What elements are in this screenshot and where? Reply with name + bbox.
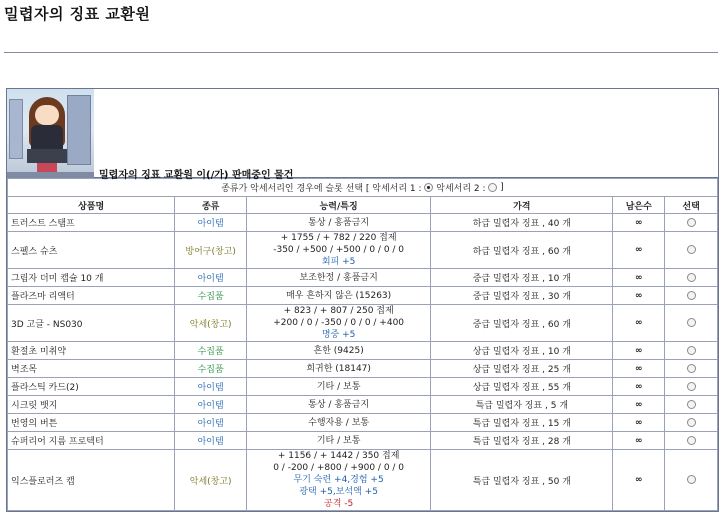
slot-notice-close: ]	[500, 182, 504, 193]
table-row	[8, 232, 718, 269]
col-header-name: 상품명	[8, 197, 175, 214]
item-features	[247, 450, 431, 511]
table-row	[8, 378, 718, 396]
table-row	[8, 450, 718, 511]
item-type: 수집품	[175, 360, 247, 378]
feature-line: 명중 +5	[321, 330, 356, 340]
col-header-stock: 남은수	[613, 197, 665, 214]
table-row	[8, 269, 718, 287]
item-features	[247, 378, 431, 396]
feature-line: 0 / -200 / +800 / +900 / 0 / 0	[273, 463, 405, 473]
item-features	[247, 269, 431, 287]
accessory-2-radio[interactable]	[488, 183, 497, 192]
item-type: 아이템	[175, 269, 247, 287]
item-stock: ∞	[613, 414, 665, 432]
feature-line: 무기 숙련 +4,경험 +5	[293, 475, 384, 485]
page-title: 밀렵자의 징표 교환원	[4, 5, 151, 23]
item-features	[247, 432, 431, 450]
accessory-1-radio[interactable]	[424, 183, 433, 192]
feature-line: -350 / +500 / +500 / 0 / 0 / 0	[273, 245, 405, 255]
item-select[interactable]	[665, 378, 718, 396]
item-select[interactable]	[665, 360, 718, 378]
item-type: 아이템	[175, 214, 247, 232]
item-select[interactable]	[665, 396, 718, 414]
item-type: 아이템	[175, 396, 247, 414]
item-type: 악세(창고)	[175, 450, 247, 511]
item-select[interactable]	[665, 232, 718, 269]
feature-line: 매우 흔하지 않은 (15263)	[286, 290, 392, 301]
table-row	[8, 396, 718, 414]
col-header-type: 종류	[175, 197, 247, 214]
item-price: 특급 밀렵자 징표 , 15 개	[431, 414, 613, 432]
feature-line: 수행자용 / 보통	[308, 417, 370, 428]
select-radio[interactable]	[687, 245, 696, 254]
table-row	[8, 305, 718, 342]
item-stock: ∞	[613, 305, 665, 342]
item-features	[247, 396, 431, 414]
feature-line: 통상 / 홍품금지	[308, 399, 370, 410]
item-select[interactable]	[665, 269, 718, 287]
item-price: 특급 밀렵자 징표 , 5 개	[431, 396, 613, 414]
item-select[interactable]	[665, 342, 718, 360]
item-table	[7, 178, 718, 511]
select-radio[interactable]	[687, 475, 696, 484]
item-price: 중급 밀렵자 징표 , 30 개	[431, 287, 613, 305]
select-radio[interactable]	[687, 346, 696, 355]
item-price: 특급 밀렵자 징표 , 50 개	[431, 450, 613, 511]
item-stock: ∞	[613, 214, 665, 232]
item-name: 익스플로러즈 캡	[8, 450, 175, 511]
shop-caption: 밀렵자의 징표 교환원 이(/가) 판매중인 물건	[99, 170, 294, 181]
select-radio[interactable]	[687, 436, 696, 445]
feature-line: 희귀한 (18147)	[306, 363, 371, 374]
table-row	[8, 414, 718, 432]
item-select[interactable]	[665, 287, 718, 305]
slot-notice-row	[8, 179, 718, 197]
item-stock: ∞	[613, 269, 665, 287]
item-select[interactable]	[665, 450, 718, 511]
table-row	[8, 432, 718, 450]
col-header-price: 가격	[431, 197, 613, 214]
item-select[interactable]	[665, 214, 718, 232]
table-row	[8, 287, 718, 305]
col-header-select: 선택	[665, 197, 718, 214]
feature-line: 흔한 (9425)	[313, 345, 364, 356]
item-stock: ∞	[613, 450, 665, 511]
item-type: 아이템	[175, 378, 247, 396]
feature-line: 보조한정 / 홍품금지	[299, 272, 378, 283]
select-radio[interactable]	[687, 291, 696, 300]
item-name: 3D 고글 - NS030	[8, 305, 175, 342]
item-features	[247, 287, 431, 305]
shop-panel	[6, 88, 719, 512]
item-features	[247, 342, 431, 360]
feature-line: 공격 -5	[324, 499, 354, 509]
select-radio[interactable]	[687, 218, 696, 227]
item-name: 환절초 미취약	[8, 342, 175, 360]
feature-line: 기타 / 보통	[316, 435, 361, 446]
select-radio[interactable]	[687, 382, 696, 391]
select-radio[interactable]	[687, 364, 696, 373]
item-stock: ∞	[613, 378, 665, 396]
item-name: 그림자 더미 캡슐 10 개	[8, 269, 175, 287]
item-name: 플라즈마 리액터	[8, 287, 175, 305]
item-features	[247, 305, 431, 342]
title-divider	[4, 52, 718, 53]
npc-banner	[7, 89, 718, 181]
feature-line: 기타 / 보통	[316, 381, 361, 392]
item-type: 아이템	[175, 432, 247, 450]
item-type: 방어구(창고)	[175, 232, 247, 269]
feature-line: 회피 +5	[321, 257, 356, 267]
item-type: 아이템	[175, 414, 247, 432]
npc-portrait	[7, 89, 94, 178]
table-row	[8, 360, 718, 378]
feature-line: +200 / 0 / -350 / 0 / 0 / +400	[273, 318, 405, 328]
feature-line: 광택 +5,보석액 +5	[299, 487, 378, 497]
item-price: 하급 밀렵자 징표 , 60 개	[431, 232, 613, 269]
slot-notice-text: 종류가 악세서리인 경우에 슬롯 선택 [ 악세서리 1 :	[221, 184, 422, 194]
item-name: 슈퍼리어 지름 프로텍터	[8, 432, 175, 450]
table-header	[8, 197, 718, 214]
item-price: 특급 밀렵자 징표 , 28 개	[431, 432, 613, 450]
accessory-2-label: 악세서리 2 :	[436, 184, 486, 194]
item-stock: ∞	[613, 287, 665, 305]
item-name: 플라스틱 카드(2)	[8, 378, 175, 396]
table-row	[8, 214, 718, 232]
select-radio[interactable]	[687, 400, 696, 409]
item-name: 벽조목	[8, 360, 175, 378]
item-name: 번영의 버튼	[8, 414, 175, 432]
item-features	[247, 214, 431, 232]
item-price: 상급 밀렵자 징표 , 10 개	[431, 342, 613, 360]
col-header-features: 능력/특징	[247, 197, 431, 214]
item-stock: ∞	[613, 432, 665, 450]
item-select[interactable]	[665, 432, 718, 450]
select-radio[interactable]	[687, 273, 696, 282]
item-features	[247, 414, 431, 432]
select-radio[interactable]	[687, 418, 696, 427]
table-row	[8, 342, 718, 360]
item-stock: ∞	[613, 232, 665, 269]
item-stock: ∞	[613, 360, 665, 378]
item-features	[247, 360, 431, 378]
item-price: 중급 밀렵자 징표 , 60 개	[431, 305, 613, 342]
feature-line: + 1755 / + 782 / 220 접제	[280, 233, 397, 243]
item-price: 하급 밀렵자 징표 , 40 개	[431, 214, 613, 232]
item-name: 스펠스 슈츠	[8, 232, 175, 269]
item-features	[247, 232, 431, 269]
select-radio[interactable]	[687, 318, 696, 327]
item-name: 트러스트 스탬프	[8, 214, 175, 232]
item-stock: ∞	[613, 342, 665, 360]
feature-line: + 1156 / + 1442 / 350 접제	[277, 451, 400, 461]
item-stock: ∞	[613, 396, 665, 414]
item-price: 중급 밀렵자 징표 , 10 개	[431, 269, 613, 287]
item-price: 상급 밀렵자 징표 , 25 개	[431, 360, 613, 378]
item-price: 상급 밀렵자 징표 , 55 개	[431, 378, 613, 396]
item-type: 악세(창고)	[175, 305, 247, 342]
feature-line: 통상 / 홍품금지	[308, 217, 370, 228]
item-select[interactable]	[665, 414, 718, 432]
item-type: 수집품	[175, 287, 247, 305]
item-select[interactable]	[665, 305, 718, 342]
feature-line: + 823 / + 807 / 250 접제	[283, 306, 394, 316]
item-type: 수집품	[175, 342, 247, 360]
item-name: 시크릿 뱃지	[8, 396, 175, 414]
